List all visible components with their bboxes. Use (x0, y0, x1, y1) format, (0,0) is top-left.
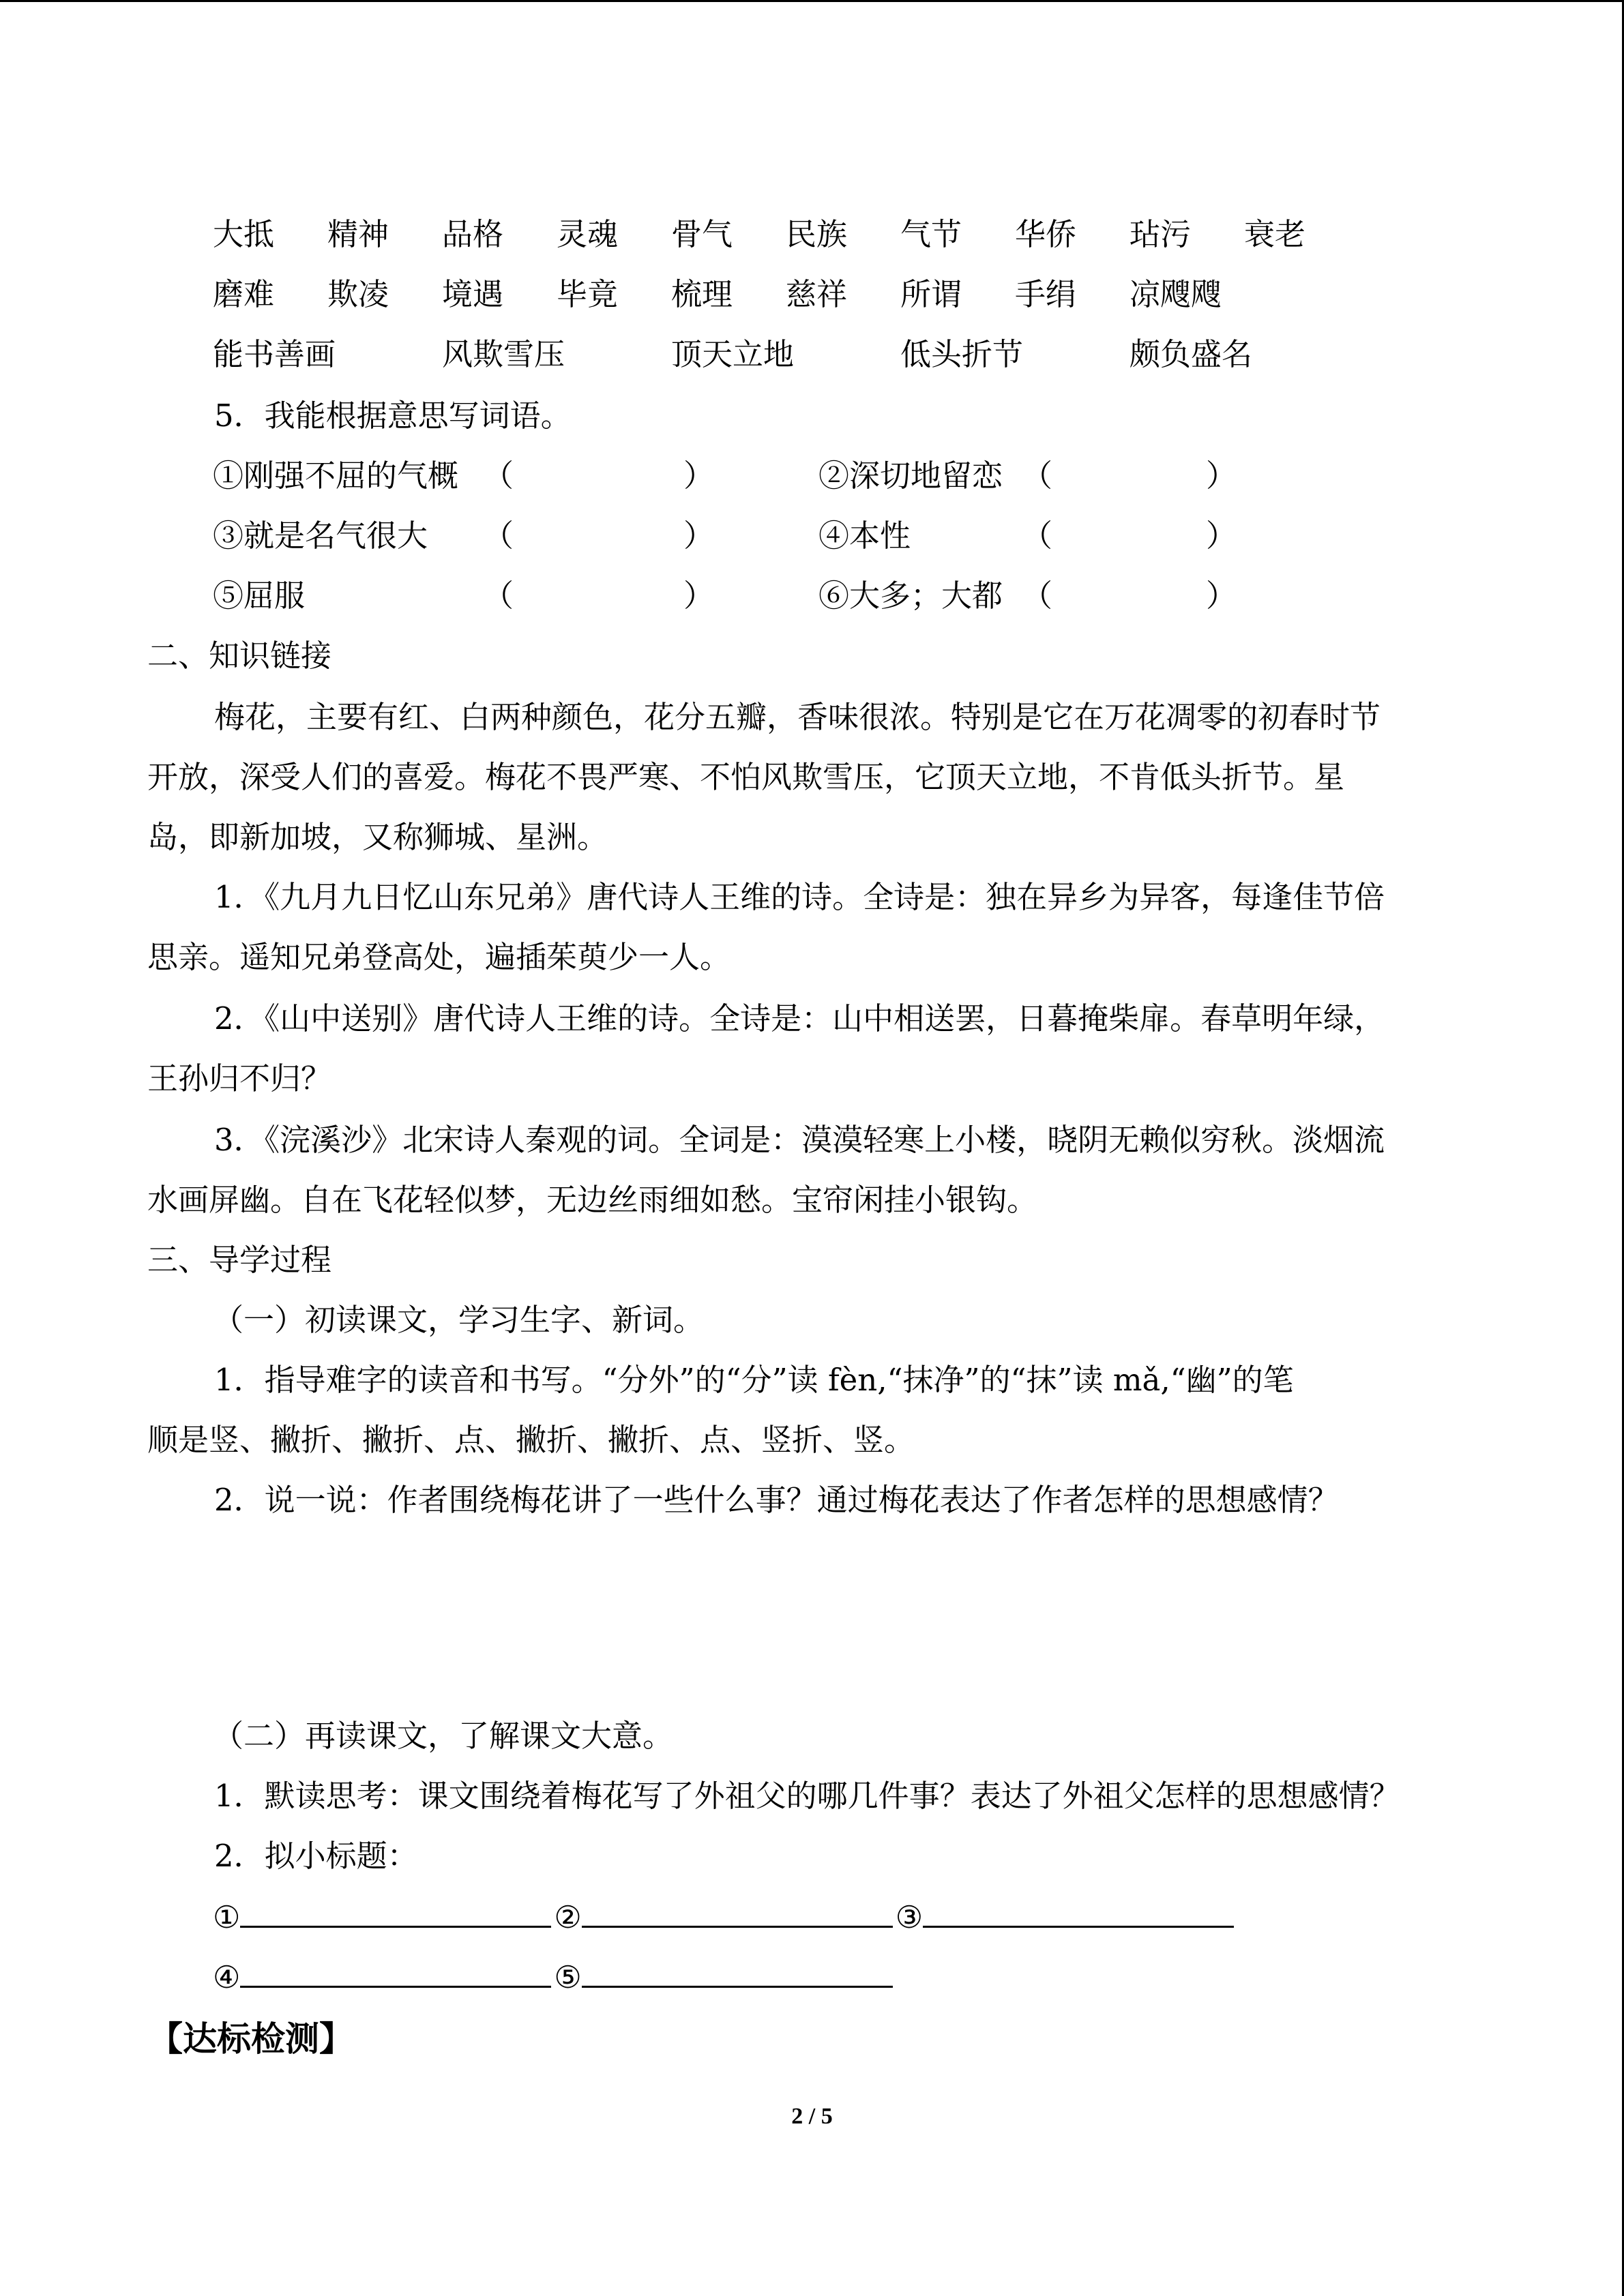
q5-item-label: ③就是名气很大 (213, 518, 428, 554)
vocab-word: 手绢 (1015, 276, 1077, 312)
blank-number: ① (213, 1899, 241, 1935)
title-blanks-row-1 (213, 1888, 1237, 1948)
q5-open-paren: （ (1022, 458, 1053, 494)
vocab-word: 灵魂 (557, 216, 619, 252)
poem-note-3-cont: 水画屏幽。自在飞花轻似梦，无边丝雨细如愁。宝帘闲挂小银钩。 (147, 1182, 1038, 1218)
vocab-word: 气节 (900, 216, 962, 252)
blank-number: ④ (213, 1959, 241, 1995)
answer-blank[interactable] (582, 1900, 893, 1928)
page-top-border (0, 0, 1624, 2)
vocab-word: 品格 (442, 216, 504, 252)
vocab-word: 衰老 (1244, 216, 1306, 252)
assessment-heading: 【达标检测】 (149, 2019, 353, 2059)
vocab-idiom: 能书善画 (213, 336, 336, 372)
q5-close-paren: ） (1206, 518, 1237, 554)
subsection-1-question-1: 1．指导难字的读音和书写。“分外”的“分”读 fèn,“抹净”的“抹”读 mǎ,“幽”的笔 (214, 1362, 1294, 1398)
answer-blank[interactable] (923, 1900, 1234, 1928)
q5-open-paren: （ (1022, 578, 1053, 614)
poem-note-1-cont: 思亲。遥知兄弟登高处，遍插茱萸少一人。 (147, 939, 731, 975)
blank-number: ③ (895, 1899, 924, 1935)
vocab-word: 境遇 (442, 276, 504, 312)
q5-close-paren: ） (683, 518, 715, 554)
knowledge-paragraph-line: 梅花，主要有红、白两种颜色，花分五瓣，香味很浓。特别是它在万花凋零的初春时节 (214, 699, 1381, 735)
knowledge-paragraph-line: 开放，深受人们的喜爱。梅花不畏严寒、不怕风欺雪压，它顶天立地，不肯低头折节。星 (147, 759, 1345, 795)
subsection-1-question-2: 2．说一说：作者围绕梅花讲了一些什么事？通过梅花表达了作者怎样的思想感情？ (214, 1482, 1339, 1518)
vocab-word: 欺凌 (327, 276, 389, 312)
vocab-word: 玷污 (1130, 216, 1192, 252)
vocab-idiom: 颇负盛名 (1130, 336, 1253, 372)
vocab-word: 所谓 (900, 276, 962, 312)
vocab-word: 毕竟 (557, 276, 619, 312)
q5-item-label: ①刚强不屈的气概 (213, 458, 459, 494)
answer-blank[interactable] (240, 1900, 551, 1928)
blank-number: ② (554, 1899, 582, 1935)
vocab-word: 华侨 (1015, 216, 1077, 252)
answer-blank[interactable] (240, 1960, 551, 1988)
q5-open-paren: （ (1022, 518, 1053, 554)
q5-item-label: ②深切地留恋 (818, 458, 1003, 494)
q5-close-paren: ） (683, 458, 715, 494)
q5-close-paren: ） (683, 578, 715, 614)
poem-note-2-cont: 王孙归不归？ (147, 1060, 332, 1097)
vocab-idiom: 低头折节 (900, 336, 1024, 372)
vocab-word: 大抵 (213, 216, 275, 252)
vocab-word: 骨气 (671, 216, 733, 252)
poem-note-2: 2．《山中送别》唐代诗人王维的诗。全诗是：山中相送罢，日暮掩柴扉。春草明年绿， (214, 1000, 1385, 1037)
subsection-1-heading: （一）初读课文，学习生字、新词。 (213, 1302, 705, 1338)
vocab-word: 精神 (327, 216, 389, 252)
subsection-2-question-1: 1．默读思考：课文围绕着梅花写了外祖父的哪几件事？表达了外祖父怎样的思想感情？ (214, 1778, 1400, 1814)
q5-item-label: ⑥大多；大都 (818, 578, 1003, 614)
vocab-word: 凉飕飕 (1130, 276, 1222, 312)
vocab-word: 慈祥 (786, 276, 848, 312)
q5-close-paren: ） (1206, 578, 1237, 614)
q5-item-label: ⑤屈服 (213, 578, 306, 614)
vocab-word: 民族 (786, 216, 848, 252)
vocab-idiom: 顶天立地 (671, 336, 795, 372)
vocab-word: 梳理 (671, 276, 733, 312)
subsection-2-question-2: 2．拟小标题： (214, 1838, 418, 1874)
q5-close-paren: ） (1206, 458, 1237, 494)
q5-open-paren: （ (483, 578, 514, 614)
q5-open-paren: （ (483, 518, 514, 554)
answer-blank[interactable] (582, 1960, 893, 1988)
poem-note-3: 3．《浣溪沙》北宋诗人秦观的词。全词是：漠漠轻寒上小楼，晓阴无赖似穷秋。淡烟流 (214, 1122, 1385, 1158)
poem-note-1: 1．《九月九日忆山东兄弟》唐代诗人王维的诗。全诗是：独在异乡为异客，每逢佳节倍 (214, 879, 1385, 915)
question-5-title: 5．我能根据意思写词语。 (214, 398, 572, 434)
vocab-idiom: 风欺雪压 (442, 336, 565, 372)
subsection-2-heading: （二）再读课文，了解课文大意。 (213, 1718, 674, 1754)
section-3-heading: 三、导学过程 (147, 1242, 332, 1278)
section-2-heading: 二、知识链接 (147, 638, 332, 674)
title-blanks-row-2 (213, 1948, 896, 2008)
vocab-word: 磨难 (213, 276, 275, 312)
q5-open-paren: （ (483, 458, 514, 494)
knowledge-paragraph-line: 岛，即新加坡，又称狮城、星洲。 (147, 819, 608, 855)
blank-number: ⑤ (554, 1959, 582, 1995)
page-number: 2 / 5 (791, 2104, 833, 2129)
subsection-1-question-1-cont: 顺是竖、撇折、撇折、点、撇折、撇折、点、竖折、竖。 (147, 1422, 915, 1458)
q5-item-label: ④本性 (818, 518, 911, 554)
